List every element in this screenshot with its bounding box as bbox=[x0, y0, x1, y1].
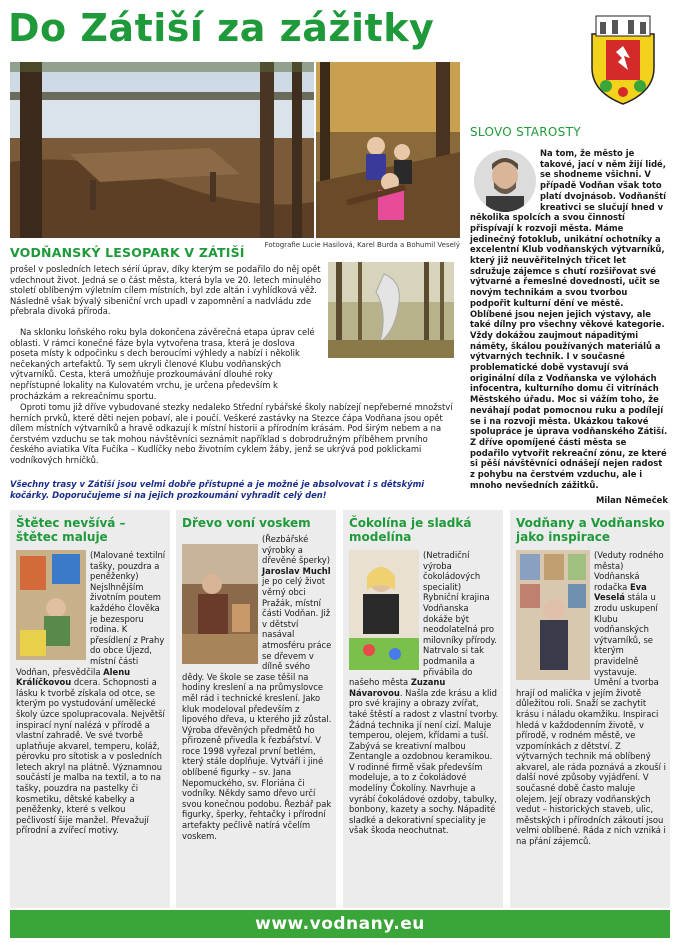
page-title: Do Zátiší za zážitky bbox=[8, 6, 435, 50]
forest-art-photo bbox=[328, 262, 454, 358]
stetec-photo bbox=[16, 550, 86, 660]
starosta-signature: Milan Němeček bbox=[596, 495, 668, 505]
stetec-heading: Štětec nevšívá – štětec maluje bbox=[16, 516, 126, 544]
drevo-photo bbox=[182, 544, 258, 664]
vodnany-body: (Veduty rodného města) Vodňanská rodačka Eva Veselá stála u zrodu uskupení Klubu vodňanských výtvarníků, se kterým pravidelně vystavuje. Umění a tvorba hrají od malička v jejím životě důležitou roli. Snaží se zachytit krásu i náladu okamžiku. Inspiraci hledá v každodenním životě, v přírodě, v rodném městě, ve vzpomínkách z dětství. Z výtvarných technik má oblíbený akvarel, ale ráda poznává a zkouší i další nové způsoby vyjádření. V současné době často maluje olejem. Její obrazy vodňanských vedut – historických staveb, ulic, městských i přírodních zákoutí jsou velmi oblíbené. Ráda z nich vzniká i na přání zájemců. bbox=[516, 550, 666, 847]
drevo-heading: Dřevo voní voskem bbox=[182, 516, 311, 530]
vodnany-artist-name: Eva Veselá bbox=[594, 581, 647, 603]
photo-credit: Fotografie Lucie Hasilová, Karel Burda a Bohumil Veselý bbox=[264, 241, 460, 249]
article-cokolina bbox=[343, 510, 503, 908]
lesopark-heading: VODŇANSKÝ LESOPARK V ZÁTIŠÍ bbox=[10, 245, 245, 260]
starosta-body: Na tom, že město je takové, jací v něm žijí lidé, se shodneme všichni. V případě Vodňan však toto platí dvojnásob. Vodňanští kreativci se slučují hned v několika spolcích a svou činností přispívají k rozvoji města. Máme jedinečný fotoklub, unikátní ochotníky a excelentní Klub vodňanských výtvarníků, který již neuvěřitelných třicet let sdružuje zájemce s chutí rozšiřovat své výtvarné a řemeslné dovednosti, učit se novým technikám a svou tvorbou podpořit kulturní dění ve městě. Oblíbené jsou nejen jejich výstavy, ale také dílny pro všechny věkové kategorie. Vždy dokážou zaujmout nápaditými náměty, škálou používaných materiálů a výtvarných technik. I v současné problematické době vystavují svá originální díla z Vodňanska ve výlohách infocentra, kulturního domu či vitrínách Městského úřadu. Moc si vážím toho, že neváhají podat pomocnou ruku a podílejí se i na rozvoji města. Ukázkou takové spolupráce je úprava vodňanského Zátiší. Z dříve opomíjené části města se podařilo vytvořit rekreační zónu, ze které si pěší návštěvníci odnášejí nejen radost z pohybu na čerstvém vzduchu, ale i mnoho nevšedních zážitků. bbox=[470, 148, 668, 490]
lesopark-paragraph-1: prošel v posledních letech sérií úprav, díky kterým se podařilo do něj opět vdechnout život. Jedná se o část města, která byla ve 20. letech minulého století oblíbeným výletním cílem místních, byl zde altán i vyhlídková věž. Následně však bývalý sibeniční vrch upadl v zapomnění a nadvládu zde přebrala divoká příroda. bbox=[10, 264, 322, 317]
lake-bench-photo bbox=[10, 62, 314, 238]
stetec-body: (Malované textilní tašky, pouzdra a peněženky) Nejslhnějším životním poutem každého člověka je bezesporu rodina. K přesídlení z Prahy do obce Újezd, místní části Vodňan, přesvědčila Alenu Králíčkovou dcera. Schopnosti a lásku k tvorbě získala od otce, se kterým po vystudování umělecké školy úzce spolupracovala. Největší inspirací nyní nalézá v přírodě a vlastní zahradě. Ve své tvorbě uplatňuje akvarel, temperu, koláž, pérovku pro sítotisk a v posledních letech akryl na plátně. Významnou součástí je malba na textil, a to na tašky, pouzdra na pastelky či kosmetiku, dětské kabelky a peněženky, které s velkou pečlivostí šije manžel. Převažují přírodní a zvířecí motivy. bbox=[16, 550, 166, 836]
article-drevo bbox=[176, 510, 336, 908]
drevo-body: (Řezbářské výrobky a dřevěné šperky) Jaroslav Muchl je po celý život věrný obci Pražák, místní části Vodňan. Již v dětství nasával atmosféru práce se dřevem v dílně svého dědy. Ve škole se zase těšil na hodiny kreslení a na průmyslovce měl rád i technické kreslení. Jako kluk modeloval především z lipového dřeva, u kterého již zůstal. Výroba dřevěných předmětů ho přirozeně přivedla k řezbářství. V roce 1998 vyřezal první betlém, který stále doplňuje. Vytváří i jiné oblíbené figurky – sv. Jana Nepomuckého, sv. Floriána či vodníky. Někdy samo dřevo určí svou konečnou podobu. Řezbář pak figurky, šperky, řehtačky i přírodní artefakty pečlivě natírá včelím voskem. bbox=[182, 534, 332, 841]
drevo-artist-name: Jaroslav Muchl bbox=[262, 565, 331, 576]
town-crest-icon bbox=[584, 12, 662, 106]
starosta-heading: SLOVO STAROSTY bbox=[470, 125, 581, 139]
website-link[interactable]: www.vodnany.eu bbox=[255, 914, 425, 934]
cokolina-body: (Netradiční výroba čokoládových specialit) Rybniční krajina Vodňanska dokáže být neodolatelná pro milovníky přírody. Natrvalo si tak podmanila a přivábila do našeho města Zuzanu Návarovou. Našla zde krásu a klid pro své krajiny a obrazy zvířat, také štěstí a radost z vlastní tvorby. Žádná technika jí není cizí. Maluje temperou, olejem, křídami a tuší. Zabývá se kreativní malbou Zentangle a ozdobnou keramikou. V rodinné firmě však především modeluje, a to z čokoládové modelíny Čokolíny. Navrhuje a vyrábí čokoládové ozdoby, tabulky, bonbony, kazety a sochy. Nápadité sladké a dekorativní speciality je však škoda neochutnat. bbox=[349, 550, 499, 836]
lesopark-paragraph-3: Oproti tomu již dříve vybudované stezky nedaleko Střední rybářské školy nabízejí nepřeberné množství herních prvků, které děti nejen pobaví, ale i poučí. Veškeré zastávky na Stezce čápa Vodňana jsou opět dílem místních výtvarníků a hravě odkazují k místní historii a přírodním krásám. Pod širým nebem a na čerstvém vzduchu se tak mohou návštěvníci seznámit například s dobrodružným příběhem prvního českého aviatika Víta Fučíka – Kudlíčky nebo životním cyklem žáby, jenž se ukrývá pod poklickami vodníkových hrníčků. bbox=[10, 402, 453, 465]
children-forest-photo bbox=[316, 62, 460, 238]
stetec-artist-name: Alenu Králíčkovou bbox=[16, 666, 131, 688]
mayor-portrait bbox=[474, 150, 536, 212]
lesopark-paragraph-2: Na sklonku loňského roku byla dokončena závěrečná etapa úprav celé oblasti. V rámci konečné fáze byla vytvořena trasa, která je doslova poseta místy k odpočinku s dech beroucími výhledy a nabízí i několik nečekaných artefaktů. Ty sem ukryli členové Klubu vodňanských výtvarníků. Cesta, která umožňuje prozkoumávání dlouhé roky nepřístupné lokality na Kulovatém vrchu, je určena především k procházkám a rekreačnímu sportu. bbox=[10, 327, 315, 401]
vodnany-photo bbox=[516, 550, 590, 680]
footer-bar bbox=[10, 910, 670, 938]
vodnany-heading: Vodňany a Vodňansko jako inspirace bbox=[516, 516, 665, 544]
cokolina-heading: Čokolína je sladká modelína bbox=[349, 516, 472, 544]
lesopark-note: Všechny trasy v Zátiší jsou velmi dobře přístupné a je možné je absolvovat i s dětskými kočárky. Doporučujeme si na jejich prozkoumání vyhradit celý den! bbox=[10, 479, 425, 500]
article-vodnany bbox=[510, 510, 670, 908]
article-stetec bbox=[10, 510, 170, 908]
cokolina-photo bbox=[349, 550, 419, 670]
cokolina-artist-name: Zuzanu Návarovou bbox=[349, 677, 446, 698]
